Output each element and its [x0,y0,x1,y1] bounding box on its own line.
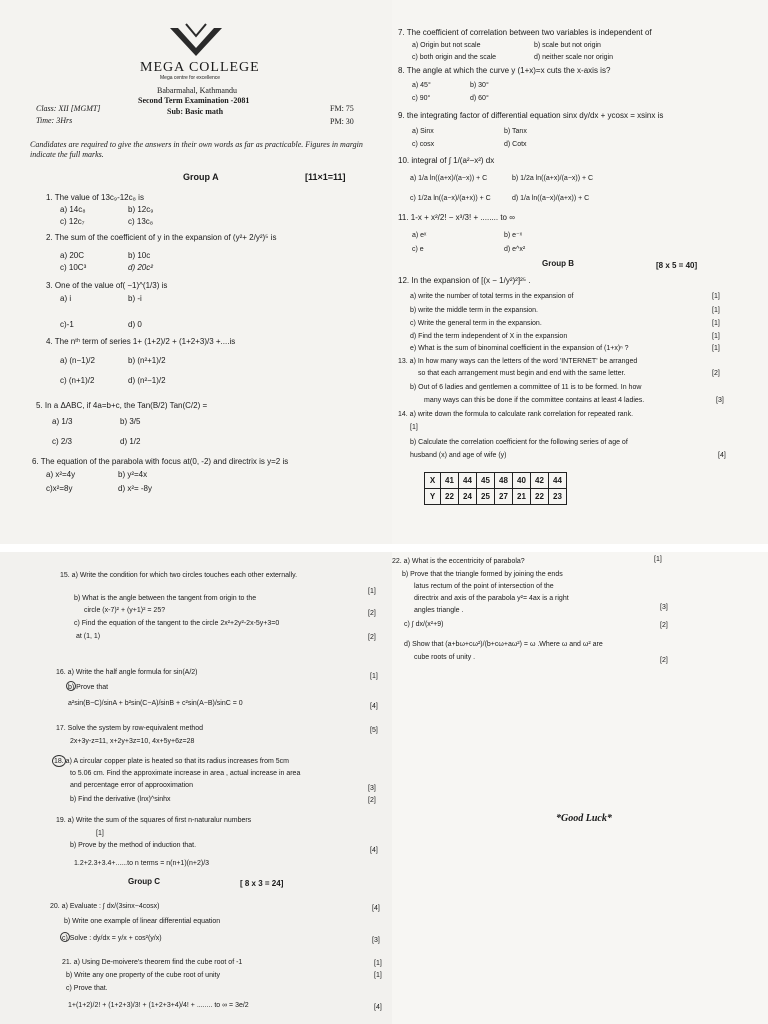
q2-option-d: d) 20c² [128,263,153,272]
q4-option-b: b) (n²+1)/2 [128,356,166,365]
q18b-mark: [2] [368,797,376,804]
q15b-text: b) What is the angle between the tangent from origin to the [74,595,257,602]
table-cell: 40 [513,473,531,489]
q22d-mark: [2] [660,657,668,664]
q9-option-a: a) Sinx [412,128,434,135]
q5-option-d: d) 1/2 [120,437,141,446]
q11-option-a: a) eˣ [412,232,427,239]
q12-part-d: d) Find the term independent of X in the expansion [410,333,568,340]
q20c-text: c) Solve : dy/dx = y/x + cos²(y/x) [62,935,162,942]
q20a-mark: [4] [372,905,380,912]
table-cell: 22 [531,489,549,505]
good-luck-footer: *Good Luck* [556,813,612,824]
table-cell: Y [425,489,441,505]
q10-option-d: d) 1/a ln((a−x)/(a+x)) + C [512,195,590,202]
q12-part-c-mark: [1] [712,320,720,327]
q12-text: 12. In the expansion of [(x − 1/y²)²]²⁵ . [398,276,531,285]
q13a-text-cont: so that each arrangement must begin and end with the same letter. [418,370,626,377]
page-bottom-right [392,548,768,1024]
q5-text: 5. In a ΔABC, if 4a=b+c, the Tan(B/2) Tan(C/2) = [36,401,208,410]
page-gutter [0,544,768,552]
q22b-text-cont3: angles triangle . [414,607,464,614]
q6-option-d: d) x²= -8y [118,484,153,493]
q14b-text: b) Calculate the correlation coefficient for the following series of age of [410,439,628,446]
q7-option-b: b) scale but not origin [534,42,601,49]
q2-option-b: b) 10c [128,251,151,260]
q19b-mark: [4] [370,847,378,854]
q12-part-a-mark: [1] [712,293,720,300]
q15c-mark: [2] [368,634,376,641]
q4-option-d: d) (n²−1)/2 [128,376,166,385]
q11-option-d: d) e^x² [504,246,526,253]
q11-option-b: b) e⁻ˣ [504,232,523,239]
q10-text: 10. integral of ∫ 1/(a²−x²) dx [398,156,495,165]
q19b-equation: 1.2+2.3+3.4+......to n terms = n(n+1)(n+2)/3 [74,860,210,867]
group-a-title: Group A [183,172,219,182]
subject-line: Sub: Basic math [167,107,224,116]
q9-option-c: c) cosx [412,141,435,148]
q12-part-a: a) write the number of total terms in the expansion of [410,293,574,300]
q13b-text-cont: many ways can this be done if the committee contains at least 4 ladies. [424,397,645,404]
q11-text: 11. 1-x + x²/2! − x³/3! + ........ to ∞ [398,213,515,222]
q18a-text-cont2: and percentage error of approoximation [70,782,193,789]
q3-option-b: b) -i [128,294,142,303]
college-address: Babarmahal, Kathmandu [157,86,237,95]
college-name: MEGA COLLEGE [140,60,260,75]
q14b-mark: [4] [718,452,726,459]
pass-marks: PM: 30 [330,117,354,126]
table-cell: 24 [459,489,477,505]
q22b-mark: [3] [660,604,668,611]
q21c-equation: 1+(1+2)/2! + (1+2+3)/3! + (1+2+3+4)/4! + ........ to ∞ = 3e/2 [68,1002,249,1009]
page-top-right [392,0,768,548]
table-cell: 21 [513,489,531,505]
group-c-marks: [ 8 x 3 = 24] [240,879,284,888]
q18a-text-cont: to 5.06 cm. Find the approximate increase in area , actual increase in area [70,770,301,777]
q15c-text: c) Find the equation of the tangent to the circle 2x²+2y²-2x-5y+3=0 [74,620,280,627]
q22b-text: b) Prove that the triangle formed by joining the ends [402,571,563,578]
table-cell: X [425,473,441,489]
q9-option-b: b) Tanx [504,128,527,135]
college-tagline: Mega centre for excellence [160,75,221,81]
q1-option-b: b) 12c₉ [128,205,154,214]
q7-text: 7. The coefficient of correlation between two variables is independent of [398,28,652,37]
q7-option-a: a) Origin but not scale [412,42,481,49]
q20c-mark: [3] [372,937,380,944]
q5-option-c: c) 2/3 [52,437,73,446]
q13b-text: b) Out of 6 ladies and gentlemen a committee of 11 is to be formed. In how [410,384,642,391]
table-cell: 25 [477,489,495,505]
q15a-mark: [1] [368,588,376,595]
q21c-text: c) Prove that. [66,985,108,992]
q8-option-b: b) 30° [470,82,489,89]
q10-option-c: c) 1/2a ln((a−x)/(a+x)) + C [410,195,491,202]
table-cell: 22 [441,489,459,505]
q16b-mark: [4] [370,703,378,710]
q1-option-d: c) 13c₈ [128,217,154,226]
class-line: Class: XII [MGMT] [36,104,101,113]
q22b-text-cont2: directrix and axis of the parabola y²= 4ax is a right [414,595,569,602]
q15b-mark: [2] [368,610,376,617]
q22c-text: c) ∫ dx/(x²+9) [404,621,444,628]
q10-option-b: b) 1/2a ln((a+x)/(a−x)) + C [512,175,594,182]
q11-option-c: c) e [412,246,424,253]
q10-option-a: a) 1/a ln((a+x)/(a−x)) + C [410,175,488,182]
q21b-mark: [1] [374,972,382,979]
q2-option-a: a) 20C [60,251,85,260]
q16a-text: 16. a) Write the half angle formula for sin(A/2) [56,669,198,676]
q19a-mark: [1] [96,830,104,837]
table-cell: 45 [477,473,495,489]
q21c-mark: [4] [374,1004,382,1011]
q1-option-c: c) 12c₇ [60,217,85,226]
q3-option-a: a) i [60,294,72,303]
group-a-marks: [11×1=11] [305,172,346,182]
q17-mark: [5] [370,727,378,734]
q8-option-a: a) 45° [412,82,431,89]
q17-text: 17. Solve the system by row-equivalent method [56,725,204,732]
q16b-text: b) Prove that [68,684,109,691]
q19b-text: b) Prove by the method of induction that. [70,842,197,849]
q9-option-d: d) Cotx [504,141,527,148]
q6-option-a: a) x²=4y [46,470,76,479]
q22b-text-cont: latus rectum of the point of intersection of the [414,583,554,590]
q14a-text: 14. a) write down the formula to calculate rank correlation for repeated rank. [398,411,634,418]
group-c-title: Group C [128,877,160,886]
q13a-text: 13. a) In how many ways can the letters of the word 'INTERNET' be arranged [398,358,638,365]
correlation-data-table [424,472,567,505]
q22a-mark: [1] [654,556,662,563]
q3-option-d: d) 0 [128,320,142,329]
q3-option-c: c)-1 [60,320,74,329]
q21a-text: 21. a) Using De-moivere's theorem find the cube root of -1 [62,959,243,966]
q8-text: 8. The angle at which the curve y (1+x)=x cuts the x-axis is? [398,66,611,75]
q12-part-d-mark: [1] [712,333,720,340]
q16b-equation: a²sin(B−C)/sinA + b²sin(C−A)/sinB + c²sin(A−B)/sinC = 0 [68,700,243,707]
q20a-text: 20. a) Evaluate : ∫ dx/(3sinx−4cosx) [50,903,160,910]
q4-text: 4. The nᵗʰ term of series 1+ (1+2)/2 + (1+2+3)/3 +....is [46,337,236,346]
q8-option-c: c) 90° [412,95,431,102]
q18a-mark: [3] [368,785,376,792]
q21a-mark: [1] [374,960,382,967]
q1-option-a: a) 14c₈ [60,205,86,214]
q12-part-b-mark: [1] [712,307,720,314]
q5-option-b: b) 3/5 [120,417,141,426]
group-b-marks: [8 x 5 = 40] [656,261,698,270]
q1-text: 1. The value of 13c₉-12c₈ is [46,193,144,202]
group-b-title: Group B [542,259,574,268]
q19a-text: 19. a) Write the sum of the squares of first n-naturalur numbers [56,817,252,824]
q6-text: 6. The equation of the parabola with focus at(0, -2) and directrix is y=2 is [32,457,289,466]
q4-option-a: a) (n−1)/2 [60,356,95,365]
q21b-text: b) Write any one property of the cube root of unity [66,972,220,979]
q8-option-d: d) 60° [470,95,489,102]
q12-part-e-mark: [1] [712,345,720,352]
q18b-text: b) Find the derivative (lnx)^sinhx [70,796,171,803]
q15c-text-cont: at (1, 1) [76,633,101,640]
q3-text: 3. One of the value of( −1)^(1/3) is [46,281,168,290]
college-logo-icon [166,22,226,62]
table-cell: 41 [441,473,459,489]
q22d-text-cont: cube roots of unity . [414,654,476,661]
q15a-text: 15. a) Write the condition for which two circles touches each other externally. [60,572,298,579]
table-cell: 23 [549,489,567,505]
q16a-mark: [1] [370,673,378,680]
q7-option-d: d) neither scale nor origin [534,54,613,61]
q20b-text: b) Write one example of linear differential equation [64,918,221,925]
q17-equations: 2x+3y-z=11, x+2y+3z=10, 4x+5y+6z=28 [70,738,195,745]
table-cell: 44 [549,473,567,489]
q18a-text: 18. a) A circular copper plate is heated so that its radius increases from 5cm [54,758,290,765]
table-cell: 27 [495,489,513,505]
table-cell: 44 [459,473,477,489]
q7-option-c: c) both origin and the scale [412,54,497,61]
time-line: Time: 3Hrs [36,116,73,125]
q6-option-c: c)x²=8y [46,484,73,493]
table-row-x [425,473,567,489]
q22d-text: d) Show that (a+bω+cω²)/(b+cω+aω²) = ω .Where ω and ω² are [404,641,603,648]
q9-text: 9. the integrating factor of differential equation sinx dy/dx + ycosx = xsinx is [398,111,664,120]
q12-part-e: e) What is the sum of binominal coefficient in the expansion of (1+x)ⁿ ? [410,345,629,352]
table-row-y [425,489,567,505]
exam-title: Second Term Examination -2081 [138,96,250,105]
q12-part-c: c) Write the general term in the expansion. [410,320,542,327]
q22c-mark: [2] [660,622,668,629]
q14a-mark: [1] [410,424,418,431]
q15b-text-cont: circle (x-7)² + (y+1)² = 25? [84,607,166,614]
q4-option-c: c) (n+1)/2 [60,376,95,385]
q2-text: 2. The sum of the coefficient of y in the expansion of (y²+ 2/y²)⁵ is [46,233,277,242]
q22a-text: 22. a) What is the eccentricity of parabola? [392,558,525,565]
q13b-mark: [3] [716,397,724,404]
table-cell: 42 [531,473,549,489]
table-cell: 48 [495,473,513,489]
q2-option-c: c) 10C³ [60,263,87,272]
q13a-mark: [2] [712,370,720,377]
q5-option-a: a) 1/3 [52,417,73,426]
q12-part-b: b) write the middle term in the expansion. [410,307,539,314]
q6-option-b: b) y²=4x [118,470,148,479]
full-marks: FM: 75 [330,104,354,113]
instructions: Candidates are required to give the answers in their own words as far as practicable. Figures in margin indicate the full marks. [30,140,363,159]
q14b-text-cont: husband (x) and age of wife (y) [410,452,507,459]
